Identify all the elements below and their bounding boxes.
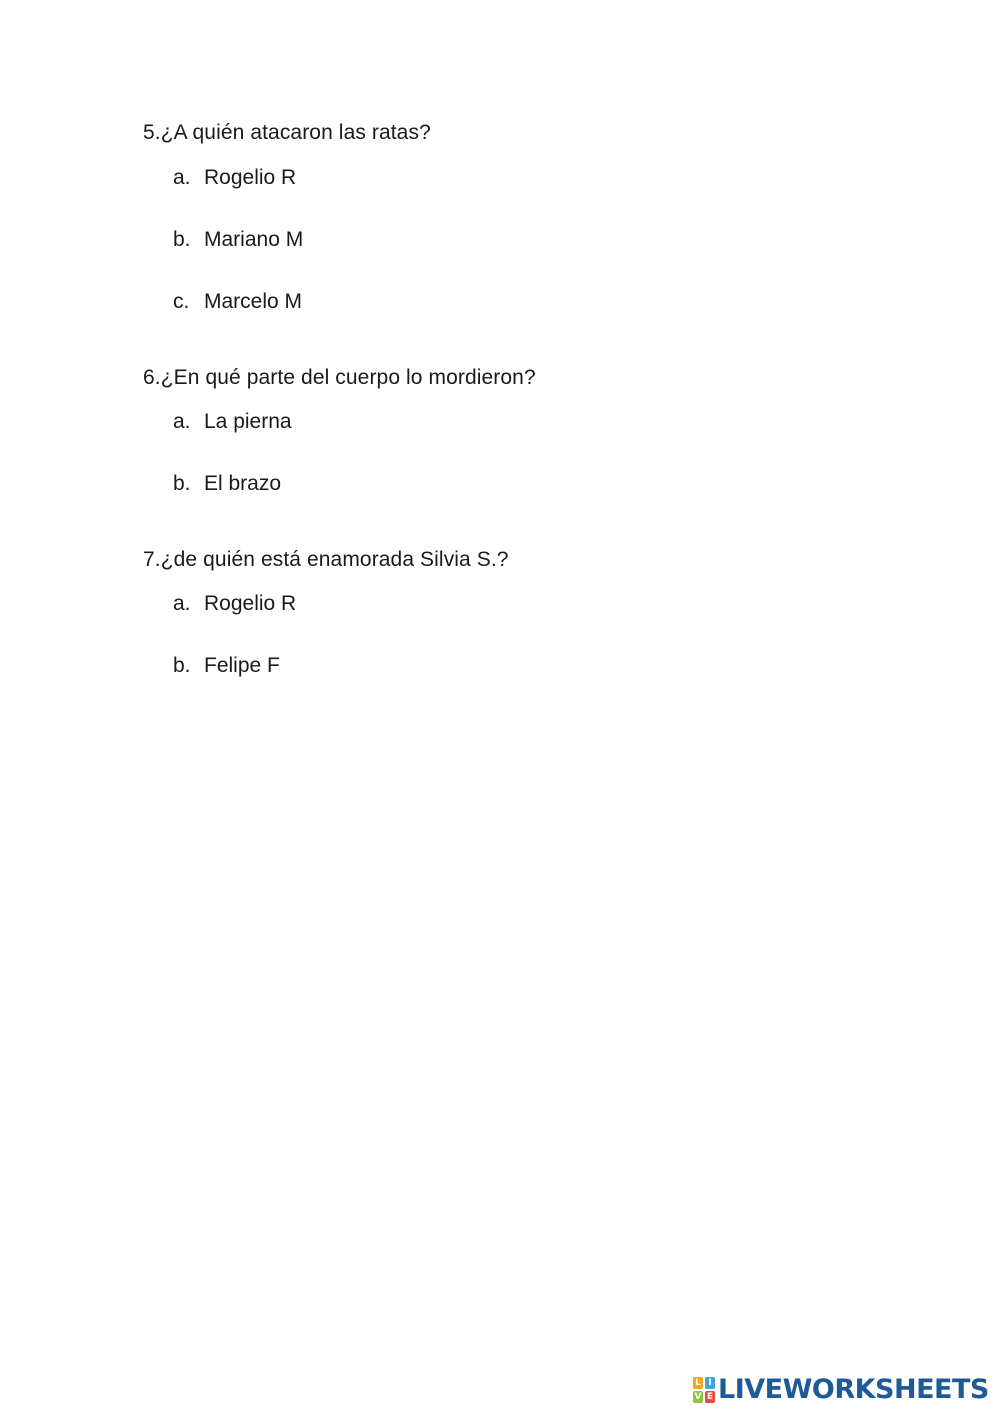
q6-option-a[interactable] — [173, 409, 292, 435]
q5-option-a[interactable] — [173, 165, 296, 191]
option-text: Felipe F — [204, 654, 280, 677]
logo-icon-cell-i: I — [705, 1377, 715, 1389]
q6-option-b[interactable] — [173, 471, 281, 497]
q5-option-c[interactable] — [173, 289, 302, 315]
option-letter: c. — [173, 290, 190, 313]
question-5: 5.¿A quién atacaron las ratas? — [143, 121, 431, 144]
logo-icon-cell-l: L — [693, 1377, 703, 1389]
option-letter: a. — [173, 592, 191, 615]
option-letter: a. — [173, 410, 191, 433]
logo-icon-cell-e: E — [706, 1392, 714, 1402]
logo-text: LIVEWORKSHEETS — [718, 1374, 989, 1405]
logo-icon-cell-v: V — [694, 1392, 702, 1402]
q7-option-a[interactable] — [173, 591, 296, 617]
option-text: La pierna — [204, 410, 292, 433]
option-text: Marcelo M — [204, 290, 303, 313]
question-6: 6.¿En qué parte del cuerpo lo mordieron? — [143, 366, 536, 389]
option-text: Mariano M — [204, 228, 304, 251]
option-letter: b. — [173, 654, 191, 677]
option-letter: b. — [173, 472, 191, 495]
q7-option-b[interactable] — [173, 653, 280, 679]
question-7: 7.¿de quién está enamorada Silvia S.? — [143, 548, 509, 571]
option-text: Rogelio R — [204, 592, 297, 615]
option-letter: a. — [173, 166, 191, 189]
option-text: Rogelio R — [204, 166, 297, 189]
q5-option-b[interactable] — [173, 227, 303, 253]
liveworksheets-logo[interactable] — [693, 1374, 989, 1406]
liveworksheets-logo-icon — [693, 1377, 715, 1403]
option-text: El brazo — [204, 472, 282, 495]
option-letter: b. — [173, 228, 191, 251]
